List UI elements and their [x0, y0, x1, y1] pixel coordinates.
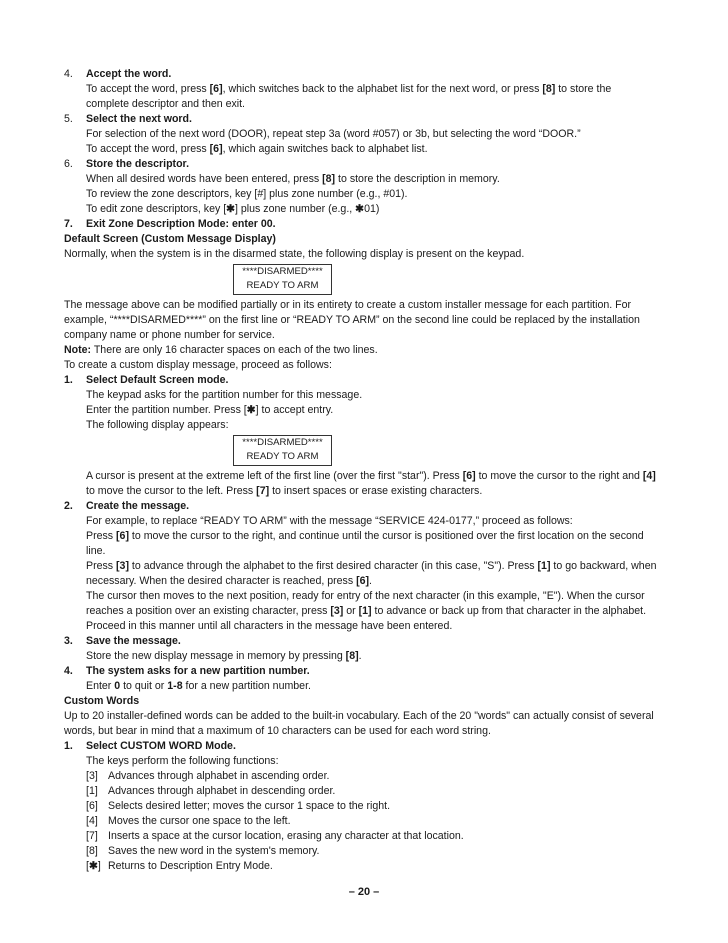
custom-step-2-line-run: .: [369, 575, 372, 587]
custom-step-2-line-run: to advance through the alphabet to the first desired character (in this case, "S"). Press: [128, 560, 538, 572]
custom-step-1-line-run: ] to accept entry.: [255, 404, 334, 416]
step-top-1-line-run: To accept the word, press: [86, 83, 210, 95]
step-top-1-line-run: , which switches back to the alphabet list for the next word, or press: [222, 83, 543, 95]
custom-step-3-line-run: [8]: [345, 650, 359, 662]
step-top-2-line-run: [6]: [209, 143, 223, 155]
custom-step-2-line-run: to move the cursor to the right, and continue until the cursor is positioned over the first location on the second: [128, 530, 644, 542]
step-top-3-line-run: [8]: [322, 173, 336, 185]
key-description: Moves the cursor one space to the left.: [108, 815, 291, 827]
custom-step-2-line-run: to go backward, when: [550, 560, 657, 572]
custom-step-2-line-run: [6]: [356, 575, 370, 587]
custom-step-2-line-run: The cursor then moves to the next position, ready for entry of the next character (in this example, "E"). When the cursor: [86, 590, 645, 602]
custom-step-1-after-line-run: to insert spaces or erase existing characters.: [269, 485, 483, 497]
step-top-4-number: 7.: [64, 218, 73, 230]
custom-step-4-line-run: 1-8: [167, 680, 183, 692]
proceed-text: To create a custom display message, proceed as follows:: [64, 359, 332, 371]
step-top-1-line: [86, 98, 245, 111]
custom-step-2-line-run: Proceed in this manner until all characters in the message have been entered.: [86, 620, 453, 632]
key-bracket: [: [86, 860, 89, 872]
custom-step-1-after-line-run: [4]: [642, 470, 656, 482]
default-screen-paragraph: example, “****DISARMED****” on the first line or “READY TO ARM” on the second line could be replaced by the installation: [64, 314, 640, 326]
step-top-3-line-run: 01): [364, 203, 380, 215]
step-top-3-number: 6.: [64, 158, 73, 170]
custom-step-3-number: 3.: [64, 635, 73, 647]
step-top-2-line-run: For selection of the next word (DOOR), repeat step 3a (word #057) or 3b, but selecting the word “DOOR.”: [86, 128, 581, 140]
step-top-1-line-run: complete descriptor and then exit.: [86, 98, 245, 110]
custom-step-1-line-run: Enter the partition number. Press [: [86, 404, 247, 416]
custom-step-3-title: Save the message.: [86, 635, 181, 647]
key-description: Advances through alphabet in descending order.: [108, 785, 336, 797]
key-description: Returns to Description Entry Mode.: [108, 860, 273, 872]
custom-step-1-after-line: [86, 470, 656, 483]
custom-words-step-title: Select CUSTOM WORD Mode.: [86, 740, 236, 752]
key-label: [7]: [86, 830, 98, 842]
key-label: [4]: [86, 815, 98, 827]
custom-step-2-line-run: Press: [86, 560, 117, 572]
step-top-3-line: [86, 173, 500, 186]
keypad-display-default: [233, 264, 332, 295]
custom-step-1-after-line-run: [6]: [462, 470, 476, 482]
note-text: There are only 16 character spaces on each of the two lines.: [91, 344, 378, 356]
step-top-3-line: [86, 203, 379, 216]
custom-step-3-line-run: Store the new display message in memory by pressing: [86, 650, 346, 662]
default-screen-paragraph: company name or phone number for service.: [64, 329, 275, 341]
step-top-2-number: 5.: [64, 113, 73, 125]
custom-step-2-line: [86, 530, 644, 543]
custom-step-1-after-line: [86, 485, 482, 498]
keys-intro: The keys perform the following functions:: [86, 755, 279, 767]
step-top-3-line-run: To review the zone descriptors, key [#] plus zone number (e.g., #01).: [86, 188, 408, 200]
step-top-3-line-run: to store the description in memory.: [335, 173, 500, 185]
step-top-2-line: [86, 128, 581, 141]
custom-step-2-line-run: [6]: [116, 530, 129, 542]
custom-step-1-line-run: ✱: [246, 404, 256, 416]
note-label: Note:: [64, 344, 92, 356]
step-top-4-title: Exit Zone Description Mode: enter 00.: [86, 218, 276, 230]
custom-step-2-line: [86, 560, 656, 573]
custom-step-4-line-run: 0: [114, 680, 121, 692]
custom-step-2-line-run: line.: [86, 545, 106, 557]
custom-step-3-line-run: .: [358, 650, 362, 662]
custom-step-4-line-run: for a new partition number.: [182, 680, 311, 692]
custom-step-2-line-run: to advance or back up from that character in the alphabet.: [371, 605, 647, 617]
step-top-3-line-run: ✱: [355, 203, 365, 215]
key-label: [6]: [86, 800, 98, 812]
custom-step-2-title: Create the message.: [86, 500, 190, 512]
custom-step-2-line: [86, 545, 105, 558]
section-heading-default-screen: Default Screen (Custom Message Display): [64, 233, 276, 245]
custom-step-2-line-run: [3]: [330, 605, 344, 617]
default-screen-intro: Normally, when the system is in the disarmed state, the following display is present on the keypad.: [64, 248, 525, 260]
custom-step-1-number: 1.: [64, 374, 73, 386]
key-label: [3]: [86, 770, 98, 782]
key-label: [86, 860, 101, 873]
custom-step-2-line-run: [1]: [358, 605, 372, 617]
step-top-1-number: 4.: [64, 68, 73, 80]
custom-step-2-number: 2.: [64, 500, 73, 512]
custom-step-2-line-run: necessary. When the desired character is reached, press: [86, 575, 357, 587]
custom-words-step-number: 1.: [64, 740, 73, 752]
custom-step-1-after-line-run: to move the cursor to the right and: [475, 470, 643, 482]
key-description: Advances through alphabet in ascending order.: [108, 770, 330, 782]
custom-step-1-line: [86, 389, 362, 402]
custom-step-2-line-run: [1]: [537, 560, 551, 572]
custom-step-4-title: The system asks for a new partition number.: [86, 665, 310, 677]
custom-step-2-line-run: reaches a position over an existing character, press: [86, 605, 331, 617]
key-description: Saves the new word in the system's memory.: [108, 845, 320, 857]
custom-step-4-number: 4.: [64, 665, 73, 677]
step-top-3-line: [86, 188, 408, 201]
key-label: [1]: [86, 785, 98, 797]
custom-step-2-line: [86, 515, 573, 528]
default-screen-paragraph: The message above can be modified partially or in its entirety to create a custom installer message for each partition. For: [64, 299, 632, 311]
custom-step-1-line: [86, 419, 229, 432]
section-heading-custom-words: Custom Words: [64, 695, 140, 707]
step-top-3-title: Store the descriptor.: [86, 158, 190, 170]
page-number: – 20 –: [348, 886, 380, 898]
custom-step-1-line-run: The keypad asks for the partition number for this message.: [86, 389, 363, 401]
custom-step-2-line-run: For example, to replace “READY TO ARM” with the message “SERVICE 424-0177,” proceed as follows:: [86, 515, 573, 527]
step-top-3-line-run: To edit zone descriptors, key [: [86, 203, 227, 215]
custom-step-2-line: [86, 590, 645, 603]
custom-step-1-after-line-run: A cursor is present at the extreme left of the first line (over the first "star"). Press: [86, 470, 463, 482]
custom-step-1-line-run: The following display appears:: [86, 419, 229, 431]
keypad-display-default-line-2: READY TO ARM: [246, 280, 319, 291]
key-bracket: ]: [97, 860, 101, 872]
step-top-1-line-run: to store the: [555, 83, 612, 95]
step-top-1-line-run: [6]: [209, 83, 223, 95]
custom-step-2-line-run: Press: [86, 530, 117, 542]
custom-step-2-line: [86, 620, 452, 633]
custom-step-4-line-run: to quit or: [120, 680, 168, 692]
custom-step-1-line: [86, 404, 333, 417]
step-top-2-line: [86, 143, 428, 156]
keypad-display-default-line-1: ****DISARMED****: [242, 266, 323, 277]
key-description: Inserts a space at the cursor location, erasing any character at that location.: [108, 830, 464, 842]
step-top-1-line: [86, 83, 611, 96]
custom-step-2-line-run: [3]: [116, 560, 129, 572]
custom-step-1-after-line-run: to move the cursor to the left. Press: [86, 485, 257, 497]
step-top-2-line-run: To accept the word, press: [86, 143, 210, 155]
custom-step-1-after-line-run: [7]: [256, 485, 270, 497]
custom-step-4-line-run: Enter: [86, 680, 115, 692]
step-top-1-title: Accept the word.: [86, 68, 172, 80]
custom-step-3-line: [86, 650, 362, 663]
custom-words-paragraph: words, but bear in mind that a maximum of 10 characters can be used for each word string.: [64, 725, 491, 737]
custom-step-1-title: Select Default Screen mode.: [86, 374, 229, 386]
step-top-3-line-run: ] plus zone number (e.g.,: [235, 203, 356, 215]
step-top-2-line-run: , which again switches back to alphabet list.: [222, 143, 428, 155]
custom-words-paragraph: Up to 20 installer-defined words can be added to the built-in vocabulary. Each of the 20 "words" can actually consist of several: [64, 710, 654, 722]
note: [64, 344, 378, 357]
step-top-1-line-run: [8]: [542, 83, 556, 95]
keypad-display-step-1: [233, 435, 332, 466]
star-icon: ✱: [88, 860, 98, 872]
key-description: Selects desired letter; moves the cursor 1 space to the right.: [108, 800, 391, 812]
custom-step-4-line: [86, 680, 311, 693]
custom-step-2-line: [86, 575, 372, 588]
step-top-3-line-run: When all desired words have been entered, press: [86, 173, 323, 185]
step-top-3-line-run: ✱: [226, 203, 236, 215]
key-label: [8]: [86, 845, 98, 857]
keypad-display-step-1-line-1: ****DISARMED****: [242, 437, 323, 448]
step-top-2-title: Select the next word.: [86, 113, 192, 125]
custom-step-2-line-run: or: [343, 605, 359, 617]
custom-step-2-line: [86, 605, 646, 618]
keypad-display-step-1-line-2: READY TO ARM: [246, 451, 319, 462]
